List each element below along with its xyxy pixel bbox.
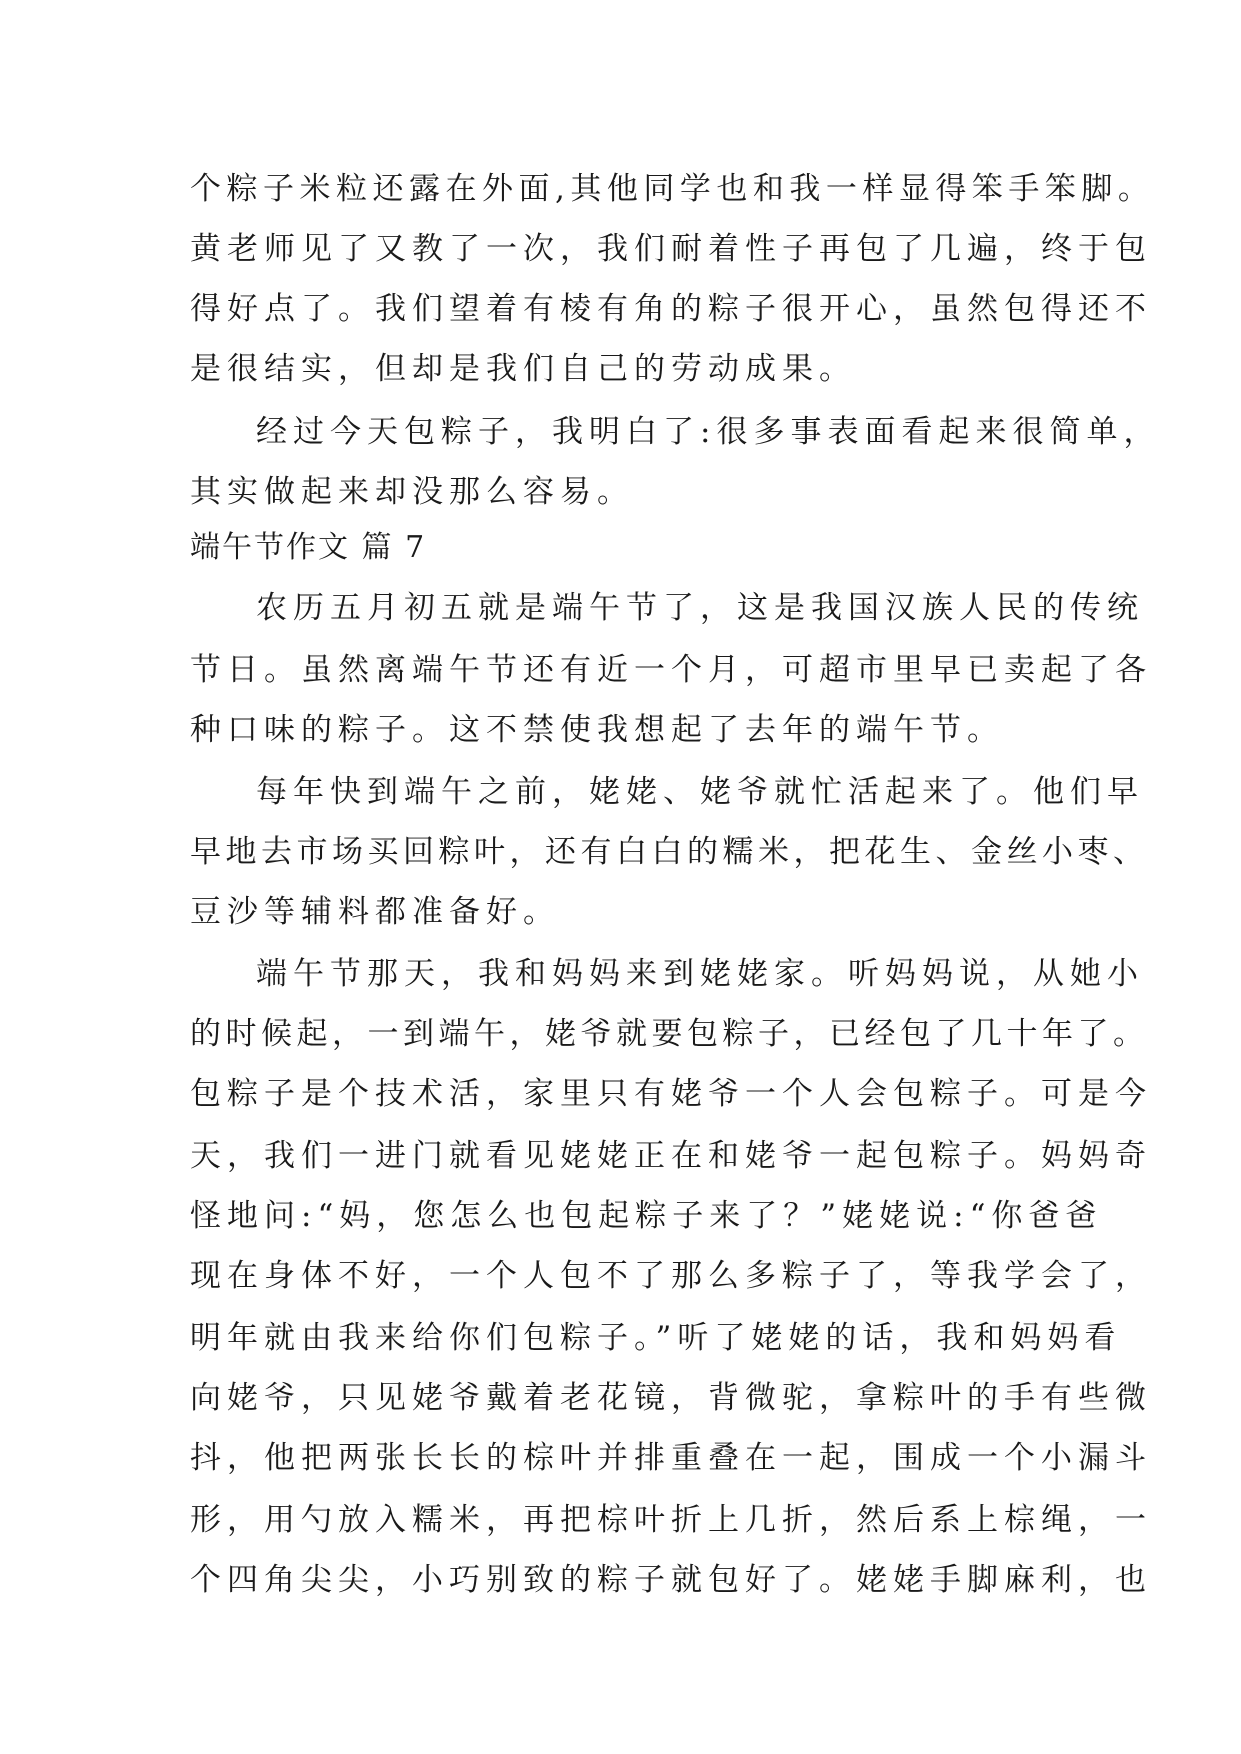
text-line: 抖，他把两张长长的棕叶并排重叠在一起，围成一个小漏斗 [190, 1440, 1152, 1476]
text-line: 包粽子是个技术活，家里只有姥爷一个人会包粽子。可是今 [190, 1076, 1152, 1112]
text-line: 每年快到端午之前，姥姥、姥爷就忙活起来了。他们早 [256, 774, 1144, 810]
text-line: 得好点了。我们望着有棱有角的粽子很开心，虽然包得还不 [190, 291, 1152, 327]
text-line: 个四角尖尖，小巧别致的粽子就包好了。姥姥手脚麻利，也 [190, 1562, 1152, 1598]
text-line: 个粽子米粒还露在外面,其他同学也和我一样显得笨手笨脚。 [190, 171, 1155, 207]
text-line: 其实做起来却没那么容易。 [190, 474, 634, 510]
text-line: 豆沙等辅料都准备好。 [190, 894, 560, 930]
text-line: 明年就由我来给你们包粽子。”听了姥姥的话，我和妈妈看 [190, 1320, 1122, 1356]
text-line: 形，用勺放入糯米，再把棕叶折上几折，然后系上棕绳，一 [190, 1502, 1152, 1538]
text-line: 农历五月初五就是端午节了，这是我国汉族人民的传统 [256, 590, 1144, 626]
text-line: 种口味的粽子。这不禁使我想起了去年的端午节。 [190, 712, 1004, 748]
text-line: 的时候起，一到端午，姥爷就要包粽子，已经包了几十年了。 [190, 1016, 1149, 1052]
text-line: 天，我们一进门就看见姥姥正在和姥爷一起包粽子。妈妈奇 [190, 1138, 1152, 1174]
text-line: 经过今天包粽子，我明白了:很多事表面看起来很简单， [256, 414, 1161, 450]
text-line: 怪地问:“妈，您怎么也包起粽子来了？”姥姥说:“你爸爸 [190, 1198, 1103, 1234]
text-line: 黄老师见了又教了一次，我们耐着性子再包了几遍，终于包 [190, 231, 1152, 267]
section-heading: 端午节作文 篇 7 [190, 530, 427, 565]
text-line: 现在身体不好，一个人包不了那么多粽子了，等我学会了， [190, 1258, 1152, 1294]
text-line: 节日。虽然离端午节还有近一个月，可超市里早已卖起了各 [190, 652, 1152, 688]
text-line: 端午节那天，我和妈妈来到姥姥家。听妈妈说，从她小 [256, 956, 1144, 992]
text-line: 是很结实，但却是我们自己的劳动成果。 [190, 351, 856, 387]
text-line: 向姥爷，只见姥爷戴着老花镜，背微驼，拿粽叶的手有些微 [190, 1380, 1152, 1416]
text-line: 早地去市场买回粽叶，还有白白的糯米，把花生、金丝小枣、 [190, 834, 1149, 870]
